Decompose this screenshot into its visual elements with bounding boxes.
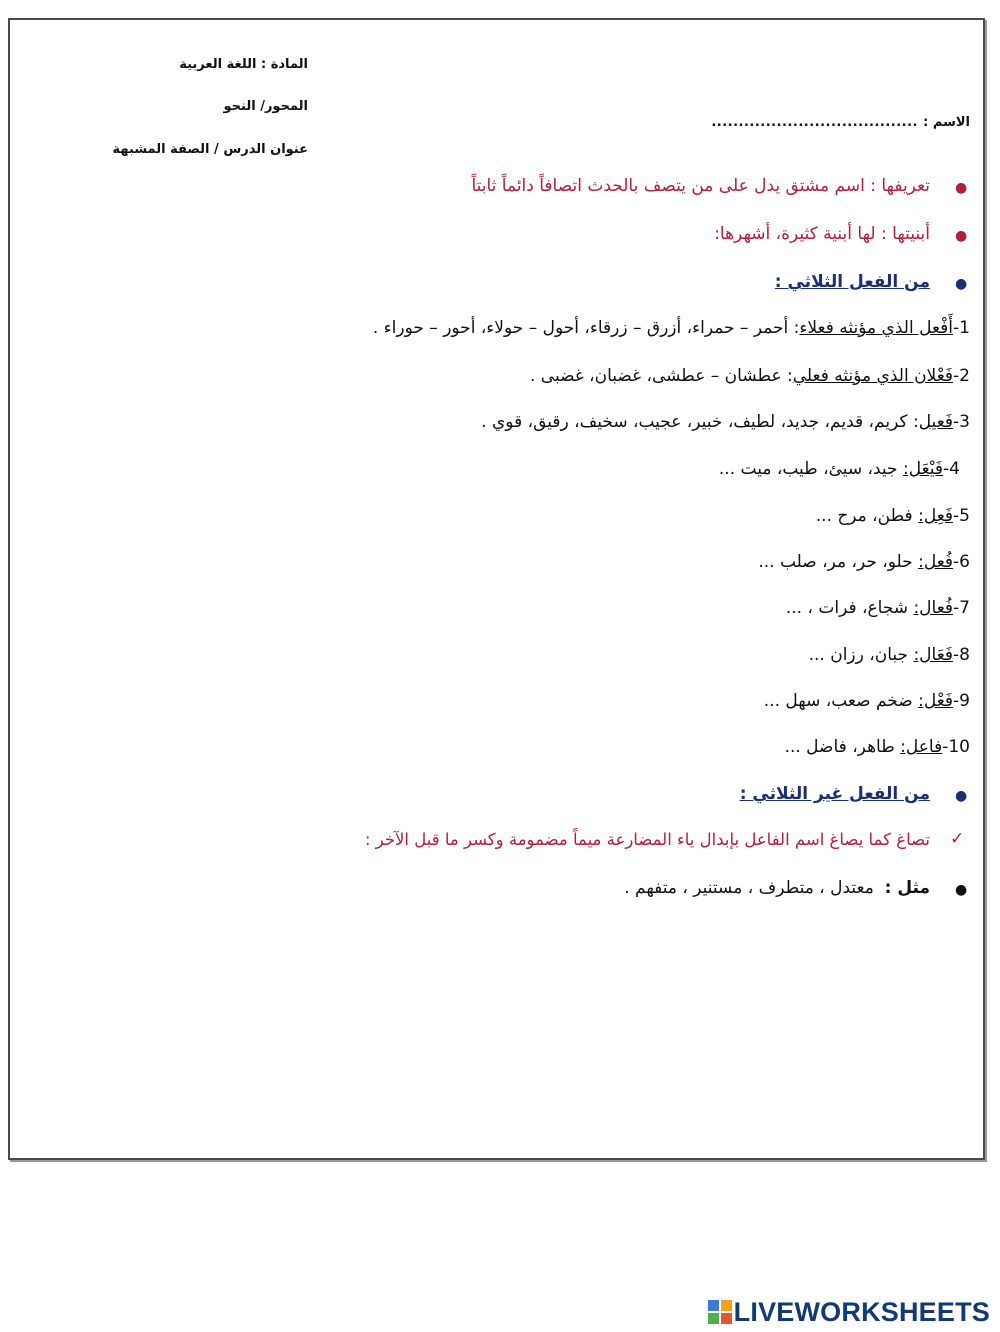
pattern-item: 6-فُعل: حلو، حر، مر، صلب ... xyxy=(758,552,970,572)
logo-grid-icon xyxy=(708,1300,732,1324)
definition-text: تعريفها : اسم مشتق يدل على من يتصف بالحدث اتصافاً دائماً ثابتاً xyxy=(471,176,930,196)
liveworksheets-logo xyxy=(708,1296,990,1328)
pattern-item: 9-فَعْل: ضخم صعب، سهل ... xyxy=(763,691,970,711)
bullet-dot: ● xyxy=(955,276,968,292)
non-trilateral-heading: من الفعل غير الثلاثي : xyxy=(739,784,930,804)
name-label: الاسم : xyxy=(923,115,970,130)
checkmark-icon: ✓ xyxy=(950,829,965,849)
logo-text: LIVEWORKSHEETS xyxy=(733,1296,990,1327)
structures-text: أبنيتها : لها أبنية كثيرة، أشهرها: xyxy=(714,224,930,244)
trilateral-heading: من الفعل الثلاثي : xyxy=(774,272,930,292)
pattern-item: 4-فَيْعَل: جيد، سيئ، طيب، ميت ... xyxy=(718,459,960,479)
lesson-title: عنوان الدرس / الصفة المشبهة xyxy=(112,142,308,157)
bullet-dot: ● xyxy=(955,180,968,196)
pattern-item: 5-فَعِل: فطن، مرح ... xyxy=(815,506,970,526)
example-line: مثل : معتدل ، متطرف ، مستنير ، متفهم . xyxy=(624,878,930,898)
bullet-dot: ● xyxy=(955,788,968,804)
name-blank-field[interactable]: ...................................... xyxy=(711,115,918,130)
pattern-item: 10-فاعل: طاهر، فاضل ... xyxy=(784,737,970,757)
pattern-item: 2-فَعْلان الذي مؤنثه فعلي: عطشان – عطشى، غضبان، غضبى . xyxy=(530,366,970,386)
subject-line: المادة : اللغة العربية xyxy=(179,57,308,72)
pattern-item: 7-فُعال: شجاع، فرات ، ... xyxy=(785,598,970,618)
bullet-dot: ● xyxy=(955,882,968,898)
pattern-item: 1-أَفْعل الذي مؤنثه فعلاء: أحمر – حمراء، أزرق – زرقاء، أحول – حولاء، أحور – حوراء . xyxy=(372,318,970,338)
pattern-item: 8-فَعَال: جبان، رزان ... xyxy=(808,645,970,665)
pattern-item: 3-فَعيل: كريم، قديم، جديد، لطيف، خبير، عجيب، سخيف، رقيق، قوي . xyxy=(481,412,970,432)
bullet-dot: ● xyxy=(955,228,968,244)
axis-line: المحور/ النحو xyxy=(223,99,308,114)
rule-text: تصاغ كما يصاغ اسم الفاعل بإبدال ياء المضارعة ميماً مضمومة وكسر ما قبل الآخر : xyxy=(364,830,930,849)
